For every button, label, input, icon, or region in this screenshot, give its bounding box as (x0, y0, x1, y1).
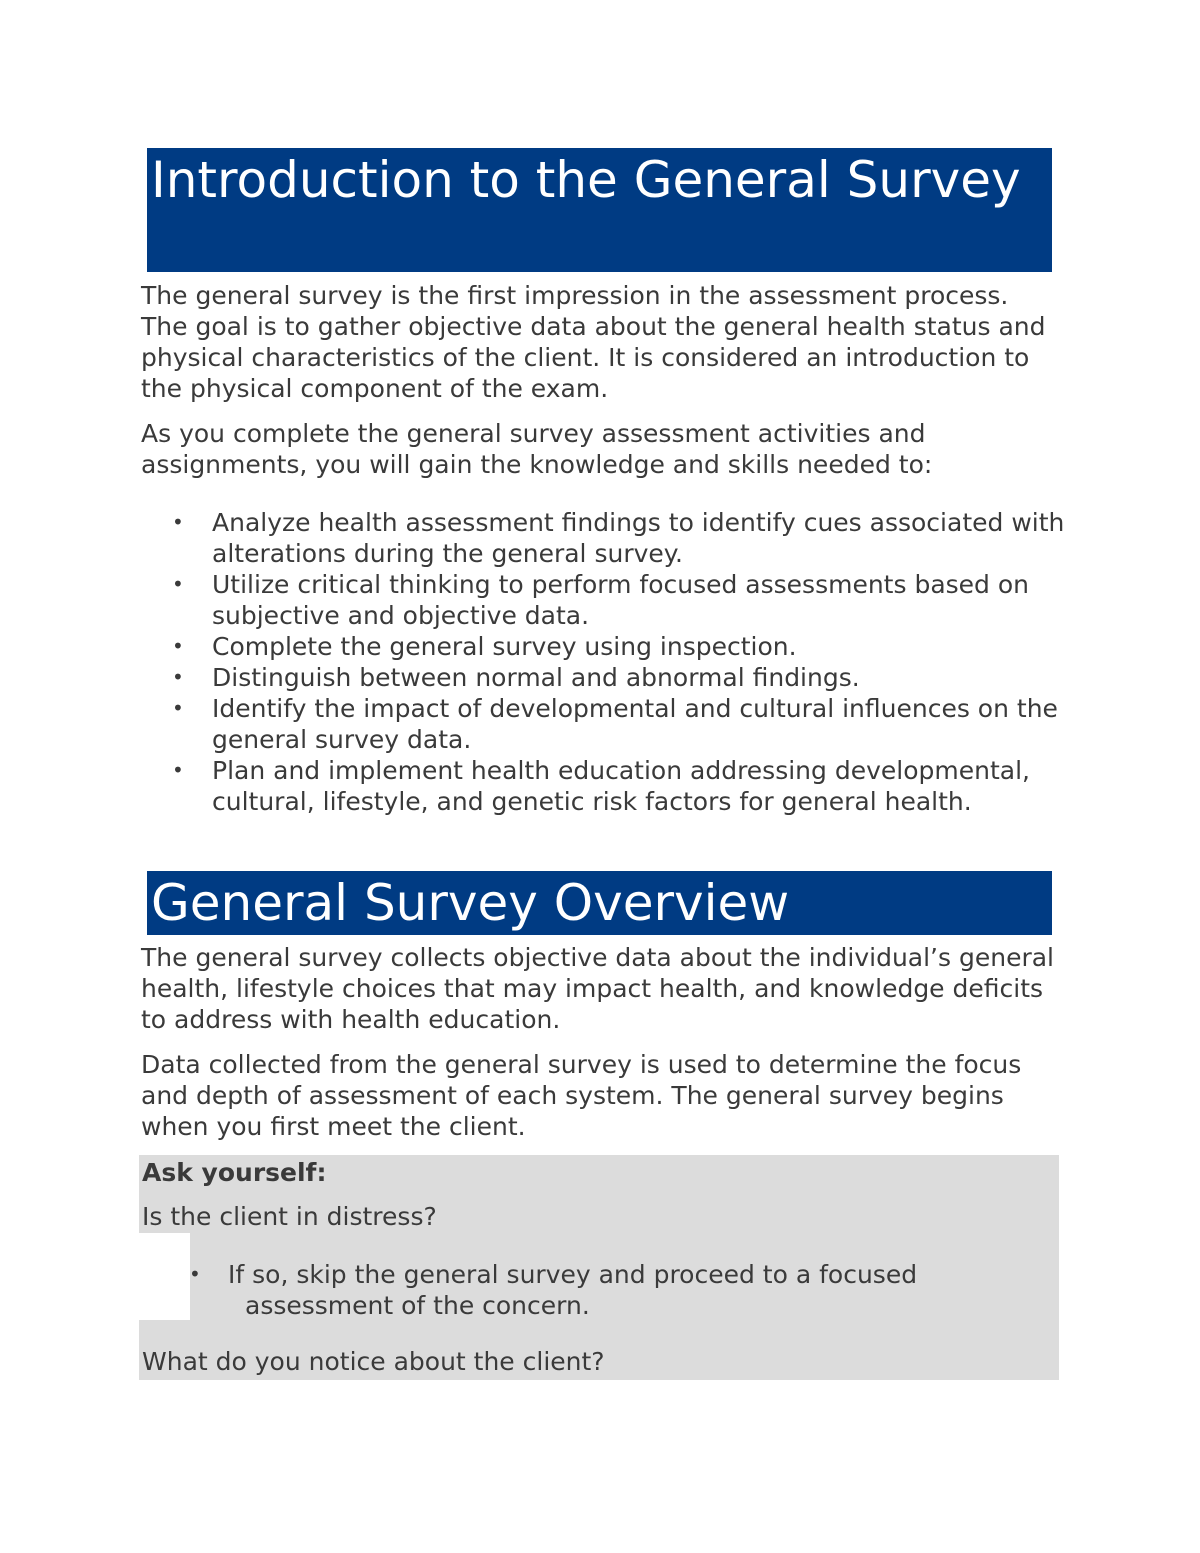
data-collection-paragraph: Data collected from the general survey is used to determine the focus and depth of assessment of each system. The general survey begins when you first meet the client. (141, 1050, 1022, 1141)
intro-paragraph: The general survey is the first impression in the assessment process. The goal is to gather objective data about the general health status and physical characteristics of the client. It is considered an introduction to the physical component of the exam. (141, 281, 1046, 403)
list-item: • Complete the general survey using inspection. (141, 631, 1071, 662)
list-item: • Plan and implement health education addressing developmental, cultural, lifestyle, and genetic risk factors for general health. (141, 755, 1071, 817)
list-item: • Analyze health assessment findings to identify cues associated with alterations during the general survey. (141, 507, 1071, 569)
callout-title: Ask yourself: (142, 1158, 327, 1187)
list-item: • Identify the impact of developmental and cultural influences on the general survey data. (141, 693, 1071, 755)
section-heading-overview: General Survey Overview (147, 871, 1052, 935)
list-item: • Utilize critical thinking to perform focused assessments based on subjective and objective data. (141, 569, 1071, 631)
callout-indent-cell (139, 1233, 190, 1320)
learning-objectives-list (141, 507, 1071, 817)
bullet-icon: • (189, 1262, 201, 1286)
callout-bullet-text: If so, skip the general survey and proceed to a focused assessment of the concern. (228, 1260, 918, 1320)
section-heading-introduction: Introduction to the General Survey (147, 148, 1052, 272)
list-item: • Distinguish between normal and abnormal findings. (141, 662, 1071, 693)
ask-yourself-callout (139, 1155, 1059, 1380)
overview-paragraph: The general survey collects objective data about the individual’s general health, lifestyle choices that may impact health, and knowledge deficits to address with health education. (141, 943, 1054, 1034)
callout-question-distress: Is the client in distress? (142, 1202, 437, 1231)
skills-intro-paragraph: As you complete the general survey assessment activities and assignments, you will gain the knowledge and skills needed to: (141, 419, 933, 479)
callout-question-notice: What do you notice about the client? (142, 1347, 605, 1376)
callout-bullet-item (189, 1259, 1009, 1321)
